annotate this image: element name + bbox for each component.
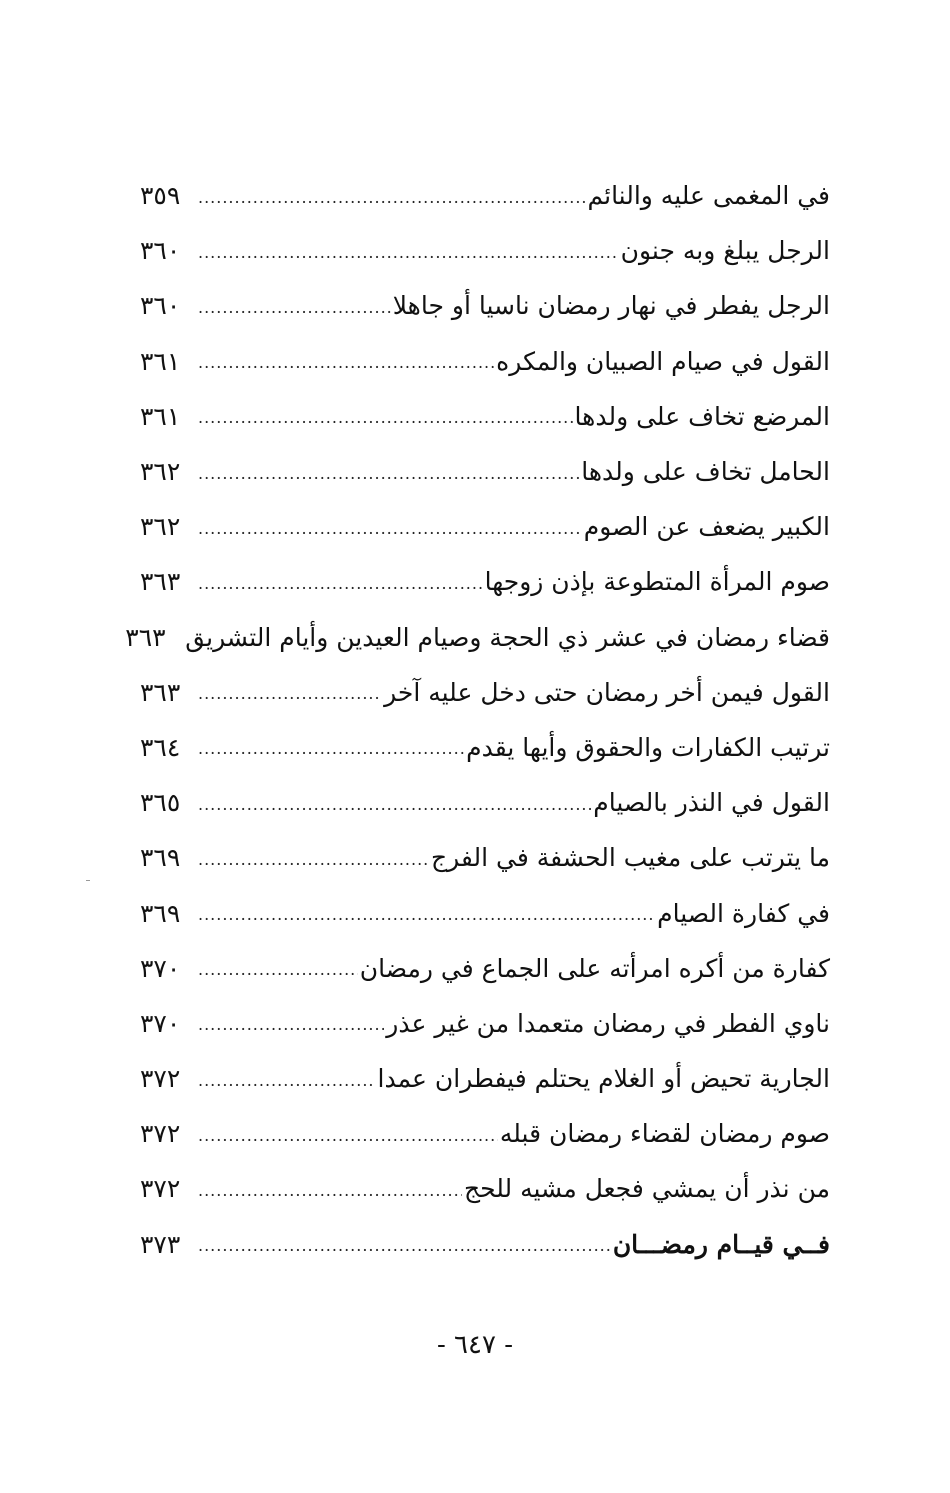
toc-entry-page: ٣٦٠ (140, 236, 181, 266)
toc-entry-page: ٣٦١ (140, 346, 181, 376)
toc-leader-dots (198, 955, 358, 981)
toc-leader-dots (198, 900, 655, 926)
toc-entry-page: ٣٦٣ (140, 677, 181, 707)
toc-entry-page: ٣٦٣ (125, 622, 166, 652)
toc-entry (140, 941, 830, 996)
toc-leader-dots (198, 403, 573, 429)
toc-entry (140, 444, 830, 499)
toc-entry-title: ترتيب الكفارات والحقوق وأيها يقدم (466, 732, 830, 762)
toc-entry-page: ٣٦٢ (140, 457, 181, 487)
toc-entry-title: ناوي الفطر في رمضان متعمدا من غير عذر (386, 1008, 830, 1038)
toc-entry-section-heading (140, 1217, 830, 1272)
toc-entry-page: ٣٧٢ (140, 1064, 181, 1094)
toc-entry-page: ٣٦٩ (140, 898, 181, 928)
toc-entry-page: ٣٧٢ (140, 1119, 181, 1149)
toc-entry-title: القول في النذر بالصيام (593, 788, 830, 818)
toc-entry-title: القول في صيام الصبيان والمكره (496, 346, 830, 376)
toc-entry (140, 389, 830, 444)
toc-entry (140, 168, 830, 223)
toc-entry (140, 1051, 830, 1106)
toc-entry-title: من نذر أن يمشي فجعل مشيه للحج (463, 1174, 830, 1204)
toc-entry (140, 665, 830, 720)
toc-entry (140, 334, 830, 389)
toc-leader-dots (198, 845, 429, 871)
toc-leader-dots (198, 1231, 611, 1257)
toc-leader-dots (198, 238, 619, 264)
toc-leader-dots (198, 348, 494, 374)
toc-entry-title: الرجل يبلغ وبه جنون (620, 236, 830, 266)
toc-entry-title: صوم رمضان لقضاء رمضان قبله (499, 1119, 830, 1149)
toc-leader-dots (198, 734, 464, 760)
toc-entry (140, 499, 830, 554)
toc-entry-page: ٣٦٥ (140, 788, 181, 818)
toc-leader-dots (198, 790, 591, 816)
toc-entry-title: صوم المرأة المتطوعة بإذن زوجها (484, 567, 830, 597)
toc-entry-title: ما يترتب على مغيب الحشفة في الفرج (430, 843, 830, 873)
toc-entry-title: الجارية تحيض أو الغلام يحتلم فيفطران عمدا (377, 1064, 830, 1094)
toc-leader-dots (198, 459, 579, 485)
toc-entry-title: كفارة من أكره امرأته على الجماع في رمضان (359, 953, 830, 983)
toc-entry (140, 996, 830, 1051)
toc-entry (125, 610, 830, 665)
toc-entry (140, 830, 830, 885)
table-of-contents (125, 168, 830, 1272)
toc-entry-title: فــي قيــام رمضـــان (612, 1229, 830, 1259)
toc-entry-title: قضاء رمضان في عشر ذي الحجة وصيام العيدين وأيام التشريق (185, 622, 830, 652)
toc-leader-dots (198, 1010, 384, 1036)
toc-leader-dots (198, 293, 391, 319)
toc-entry-page: ٣٧٢ (140, 1174, 181, 1204)
toc-entry-title: في المغمى عليه والنائم (587, 181, 830, 211)
toc-entry-page: ٣٦٠ (140, 291, 181, 321)
toc-entry-page: ٣٧٠ (140, 1008, 181, 1038)
toc-entry (140, 1106, 830, 1161)
toc-entry (140, 885, 830, 940)
toc-entry (140, 554, 830, 609)
toc-entry-title: الكبير يضعف عن الصوم (583, 512, 830, 542)
toc-leader-dots (198, 569, 483, 595)
toc-entry-page: ٣٦٤ (140, 732, 181, 762)
toc-leader-dots (198, 1121, 498, 1147)
toc-leader-dots (198, 1176, 462, 1202)
scan-margin-mark (86, 880, 90, 881)
toc-entry (140, 1161, 830, 1216)
toc-entry-page: ٣٧٣ (140, 1229, 181, 1259)
toc-entry-page: ٣٧٠ (140, 953, 181, 983)
toc-entry-title: الرجل يفطر في نهار رمضان ناسيا أو جاهلا (392, 291, 830, 321)
toc-leader-dots (198, 514, 582, 540)
toc-entry-title: القول فيمن أخر رمضان حتى دخل عليه آخر (384, 677, 830, 707)
toc-entry-page: ٣٦٩ (140, 843, 181, 873)
toc-entry-title: في كفارة الصيام (657, 898, 830, 928)
toc-entry-page: ٣٦٢ (140, 512, 181, 542)
toc-entry-page: ٣٥٩ (140, 181, 181, 211)
toc-leader-dots (198, 679, 382, 705)
toc-entry (140, 223, 830, 278)
toc-leader-dots (198, 183, 585, 209)
toc-entry-title: الحامل تخاف على ولدها (581, 457, 830, 487)
toc-leader-dots (198, 1066, 376, 1092)
toc-entry (140, 720, 830, 775)
page-number: - ٦٤٧ - (436, 1330, 514, 1360)
toc-entry (140, 775, 830, 830)
toc-entry-title: المرضع تخاف على ولدها (574, 401, 830, 431)
toc-entry (140, 278, 830, 333)
toc-entry-page: ٣٦١ (140, 401, 181, 431)
toc-entry-page: ٣٦٣ (140, 567, 181, 597)
